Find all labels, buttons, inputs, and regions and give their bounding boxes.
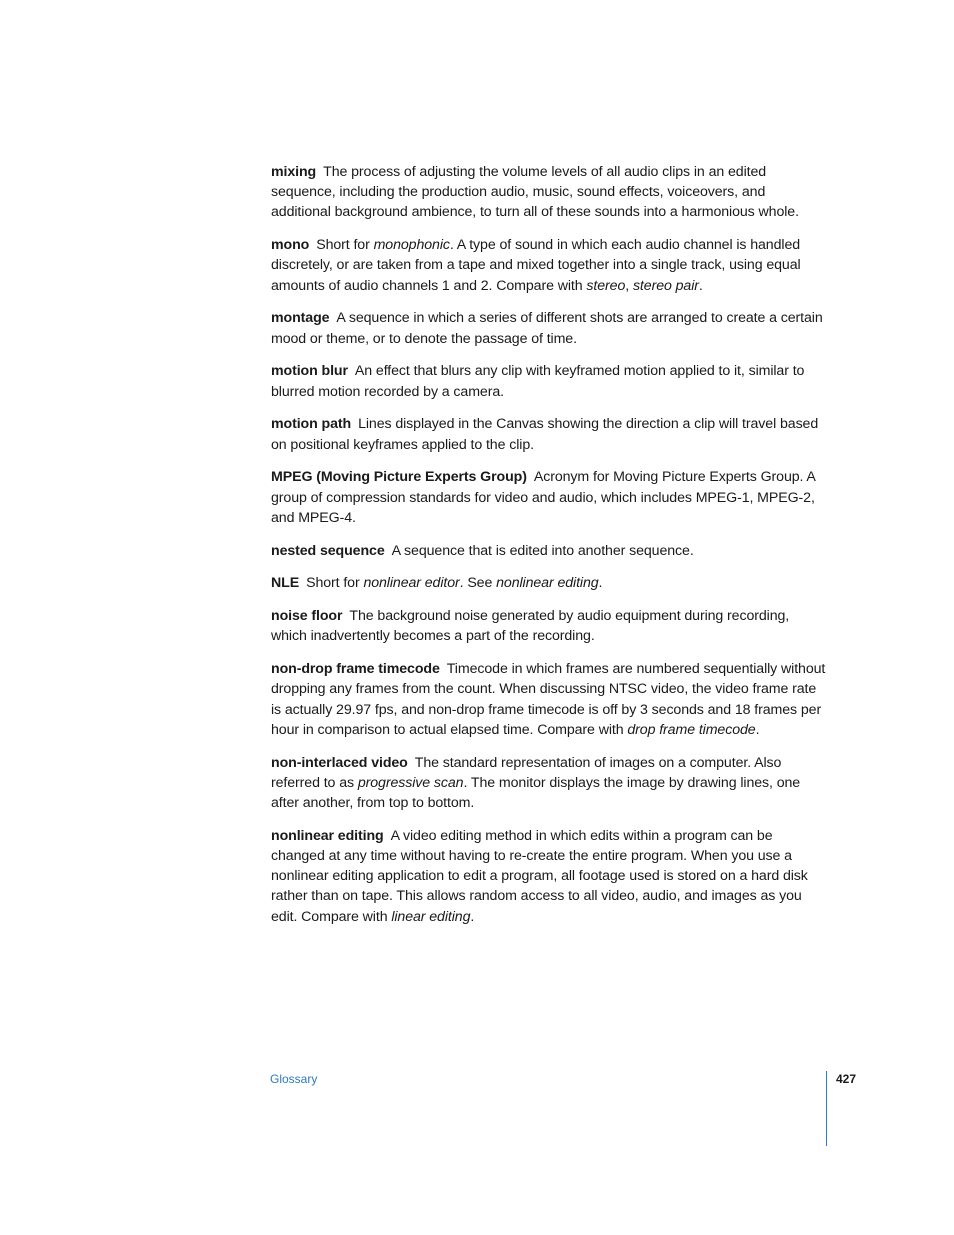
glossary-entry	[271, 753, 827, 814]
cross-reference-term: stereo pair	[632, 277, 699, 294]
glossary-entry	[271, 606, 827, 646]
glossary-definition	[271, 237, 801, 293]
glossary-term: montage	[271, 310, 330, 327]
glossary-entry	[271, 573, 827, 593]
cross-reference-term: progressive scan	[357, 774, 464, 791]
glossary-term: nested sequence	[271, 542, 385, 559]
definition-text: A video editing method in which edits within a program can be changed at any time without having to re-create the entire program. When you use a nonlinear editing application to edit a program, all footage used is stored on a hard disk rather than on tape. This allows random access to all video, audio, and images as you edit. Compare with	[271, 827, 808, 925]
glossary-entry	[271, 162, 827, 223]
definition-text: . The monitor displays the image by drawing lines, one after another, from top to bottom.	[271, 774, 801, 812]
cross-reference-term: nonlinear editor	[363, 575, 460, 592]
glossary-term: motion path	[271, 416, 352, 433]
glossary-definition	[271, 164, 799, 220]
glossary-term: MPEG (Moving Picture Experts Group)	[271, 469, 527, 486]
glossary-term: mixing	[271, 164, 317, 180]
definition-text: A sequence that is edited into another sequence.	[391, 542, 694, 559]
glossary-entry	[271, 414, 827, 454]
cross-reference-term: stereo	[586, 277, 626, 294]
definition-text: . A type of sound in which each audio channel is handled discretely, or are taken from a tape and mixed together into a single track, using equal amounts of audio channels 1 and 2. Compare with	[271, 237, 801, 294]
definition-text: .	[598, 575, 603, 592]
definition-text: The standard representation of images on a computer. Also referred to as	[271, 754, 782, 791]
definition-text: .	[755, 721, 760, 738]
definition-text: Short for	[306, 575, 364, 592]
glossary-term: non-drop frame timecode	[271, 661, 440, 678]
glossary-definition	[392, 543, 694, 559]
cross-reference-term: nonlinear editing	[496, 575, 599, 592]
glossary-entry	[271, 235, 827, 296]
glossary-entries	[271, 162, 827, 939]
cross-reference-term: monophonic	[373, 237, 450, 254]
glossary-entry	[271, 541, 827, 561]
definition-text: The background noise generated by audio equipment during recording, which inadvertently becomes a part of the recording.	[271, 608, 790, 645]
definition-text: Lines displayed in the Canvas showing the direction a clip will travel based on positional keyframes applied to the clip.	[271, 416, 819, 453]
glossary-entry	[271, 826, 827, 927]
glossary-term: mono	[271, 237, 310, 254]
glossary-term: motion blur	[271, 363, 348, 380]
definition-text: . See	[459, 575, 497, 592]
definition-text: A sequence in which a series of different shots are arranged to create a certain mood or theme, or to denote the passage of time.	[271, 310, 823, 347]
glossary-entry	[271, 659, 827, 740]
glossary-term: nonlinear editing	[271, 827, 384, 844]
definition-text: .	[698, 277, 703, 294]
glossary-definition	[271, 310, 823, 346]
definition-text: .	[470, 908, 475, 925]
glossary-definition	[306, 575, 602, 591]
glossary-entry	[271, 361, 827, 401]
cross-reference-term: linear editing	[391, 908, 471, 925]
page-number: 427	[836, 1072, 857, 1086]
glossary-definition	[271, 608, 789, 644]
cross-reference-term: drop frame timecode	[627, 721, 756, 738]
definition-text: ,	[625, 277, 633, 294]
glossary-definition	[271, 363, 804, 399]
glossary-entry	[271, 467, 827, 528]
footer-divider	[826, 1071, 827, 1146]
glossary-entry	[271, 308, 827, 348]
glossary-term: non-interlaced video	[271, 754, 408, 771]
glossary-term: noise floor	[271, 608, 343, 625]
footer-section-label: Glossary	[270, 1072, 318, 1086]
definition-text: Timecode in which frames are numbered sequentially without dropping any frames from the count. When discussing NTSC video, the video frame rate is actually 29.97 fps, and non-drop frame timecode is off by 3 seconds and 18 frames per hour in comparison to actual elapsed time. Compare with	[271, 661, 826, 738]
definition-text: An effect that blurs any clip with keyframed motion applied to it, similar to blurred motion recorded by a camera.	[271, 363, 805, 400]
glossary-term: NLE	[271, 575, 300, 592]
definition-text: Acronym for Moving Picture Experts Group. A group of compression standards for video and audio, which includes MPEG-1, MPEG-2, and MPEG-4.	[271, 469, 815, 526]
definition-text: Short for	[316, 237, 374, 254]
glossary-definition	[271, 416, 818, 452]
definition-text: The process of adjusting the volume levels of all audio clips in an edited sequence, including the production audio, music, sound effects, voiceovers, and additional background ambience, to turn all of these sounds into a harmonious whole.	[271, 164, 799, 221]
